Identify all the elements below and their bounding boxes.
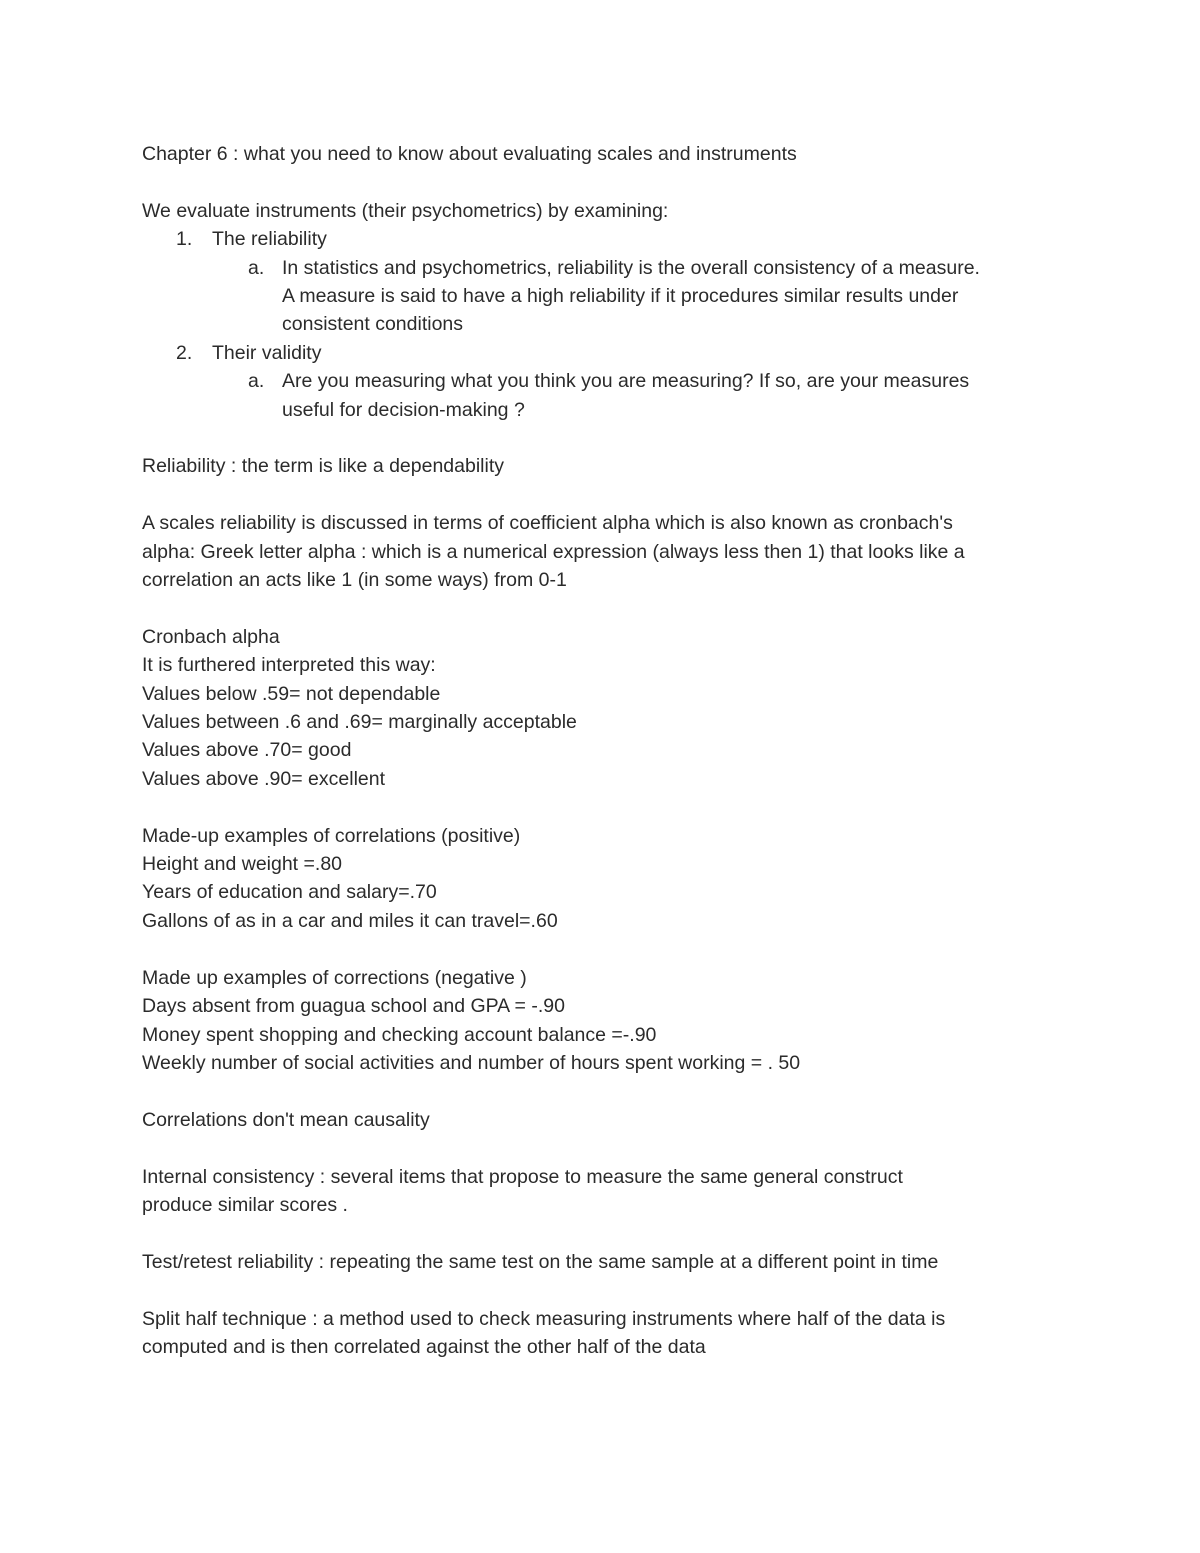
spacer: [142, 793, 1072, 821]
list-item-validity: [142, 339, 1072, 367]
spacer: [142, 1077, 1072, 1105]
paragraph-line: computed and is then correlated against the other half of the data: [142, 1335, 706, 1358]
spacer: [142, 1134, 1072, 1162]
paragraph-line: produce similar scores .: [142, 1193, 348, 1216]
paragraph-line: alpha: Greek letter alpha : which is a numerical expression (always less then 1) that looks like a: [142, 540, 965, 563]
section-line: Years of education and salary=.70: [142, 881, 437, 904]
negative-examples-section: [142, 964, 1072, 1078]
section-line: Values between .6 and .69= marginally acceptable: [142, 711, 577, 734]
sublist-line: In statistics and psychometrics, reliability is the overall consistency of a measure.: [282, 256, 980, 279]
sublist-marker: a.: [248, 370, 265, 393]
paragraph-line: Internal consistency : several items that propose to measure the same general construct: [142, 1165, 903, 1188]
alpha-paragraph: [142, 509, 1072, 594]
sublist-line: useful for decision-making ?: [282, 398, 525, 421]
spacer: [142, 168, 1072, 196]
list-item-label: The reliability: [212, 228, 327, 251]
section-line: Gallons of as in a car and miles it can travel=.60: [142, 909, 558, 932]
paragraph-line: Split half technique : a method used to check measuring instruments where half of the data is: [142, 1307, 946, 1330]
sublist-line: consistent conditions: [282, 313, 464, 336]
section-heading: Cronbach alpha: [142, 625, 280, 648]
document-body: [142, 140, 1072, 1361]
spacer: [142, 481, 1072, 509]
intro-text: We evaluate instruments (their psychometrics) by examining:: [142, 199, 669, 222]
section-line: Values below .59= not dependable: [142, 682, 441, 705]
sublist-item-validity-def: [142, 367, 1072, 424]
section-line: Values above .90= excellent: [142, 767, 386, 790]
section-line: Weekly number of social activities and number of hours spent working = . 50: [142, 1051, 801, 1074]
causality-note: Correlations don't mean causality: [142, 1108, 430, 1131]
cronbach-section: [142, 623, 1072, 793]
sublist-item-reliability-def: [142, 254, 1072, 339]
section-heading: Made-up examples of correlations (positive): [142, 824, 521, 847]
spacer: [142, 424, 1072, 452]
evaluation-list: [142, 225, 1072, 424]
sublist-line: A measure is said to have a high reliability if it procedures similar results under: [282, 285, 959, 308]
internal-consistency-paragraph: [142, 1163, 1072, 1220]
section-line: It is furthered interpreted this way:: [142, 654, 436, 677]
spacer: [142, 1276, 1072, 1304]
spacer: [142, 935, 1072, 963]
list-item-reliability: [142, 225, 1072, 253]
reliability-definition: Reliability : the term is like a dependability: [142, 455, 505, 478]
test-retest-paragraph: Test/retest reliability : repeating the same test on the same sample at a different point in time: [142, 1250, 939, 1273]
section-line: Days absent from guagua school and GPA = -.90: [142, 995, 565, 1018]
split-half-paragraph: [142, 1305, 1072, 1362]
sublist-marker: a.: [248, 256, 265, 279]
list-item-label: Their validity: [212, 341, 322, 364]
section-line: Height and weight =.80: [142, 853, 343, 876]
list-marker: 1.: [176, 228, 193, 251]
positive-examples-section: [142, 822, 1072, 936]
section-line: Values above .70= good: [142, 739, 352, 762]
sublist-line: Are you measuring what you think you are measuring? If so, are your measures: [282, 370, 970, 393]
spacer: [142, 594, 1072, 622]
list-marker: 2.: [176, 341, 193, 364]
spacer: [142, 1219, 1072, 1247]
section-heading: Made up examples of corrections (negative ): [142, 966, 527, 989]
section-line: Money spent shopping and checking account balance =-.90: [142, 1023, 657, 1046]
chapter-title: Chapter 6 : what you need to know about evaluating scales and instruments: [142, 143, 797, 165]
paragraph-line: correlation an acts like 1 (in some ways) from 0-1: [142, 569, 567, 592]
paragraph-line: A scales reliability is discussed in terms of coefficient alpha which is also known as cronbach's: [142, 512, 953, 535]
